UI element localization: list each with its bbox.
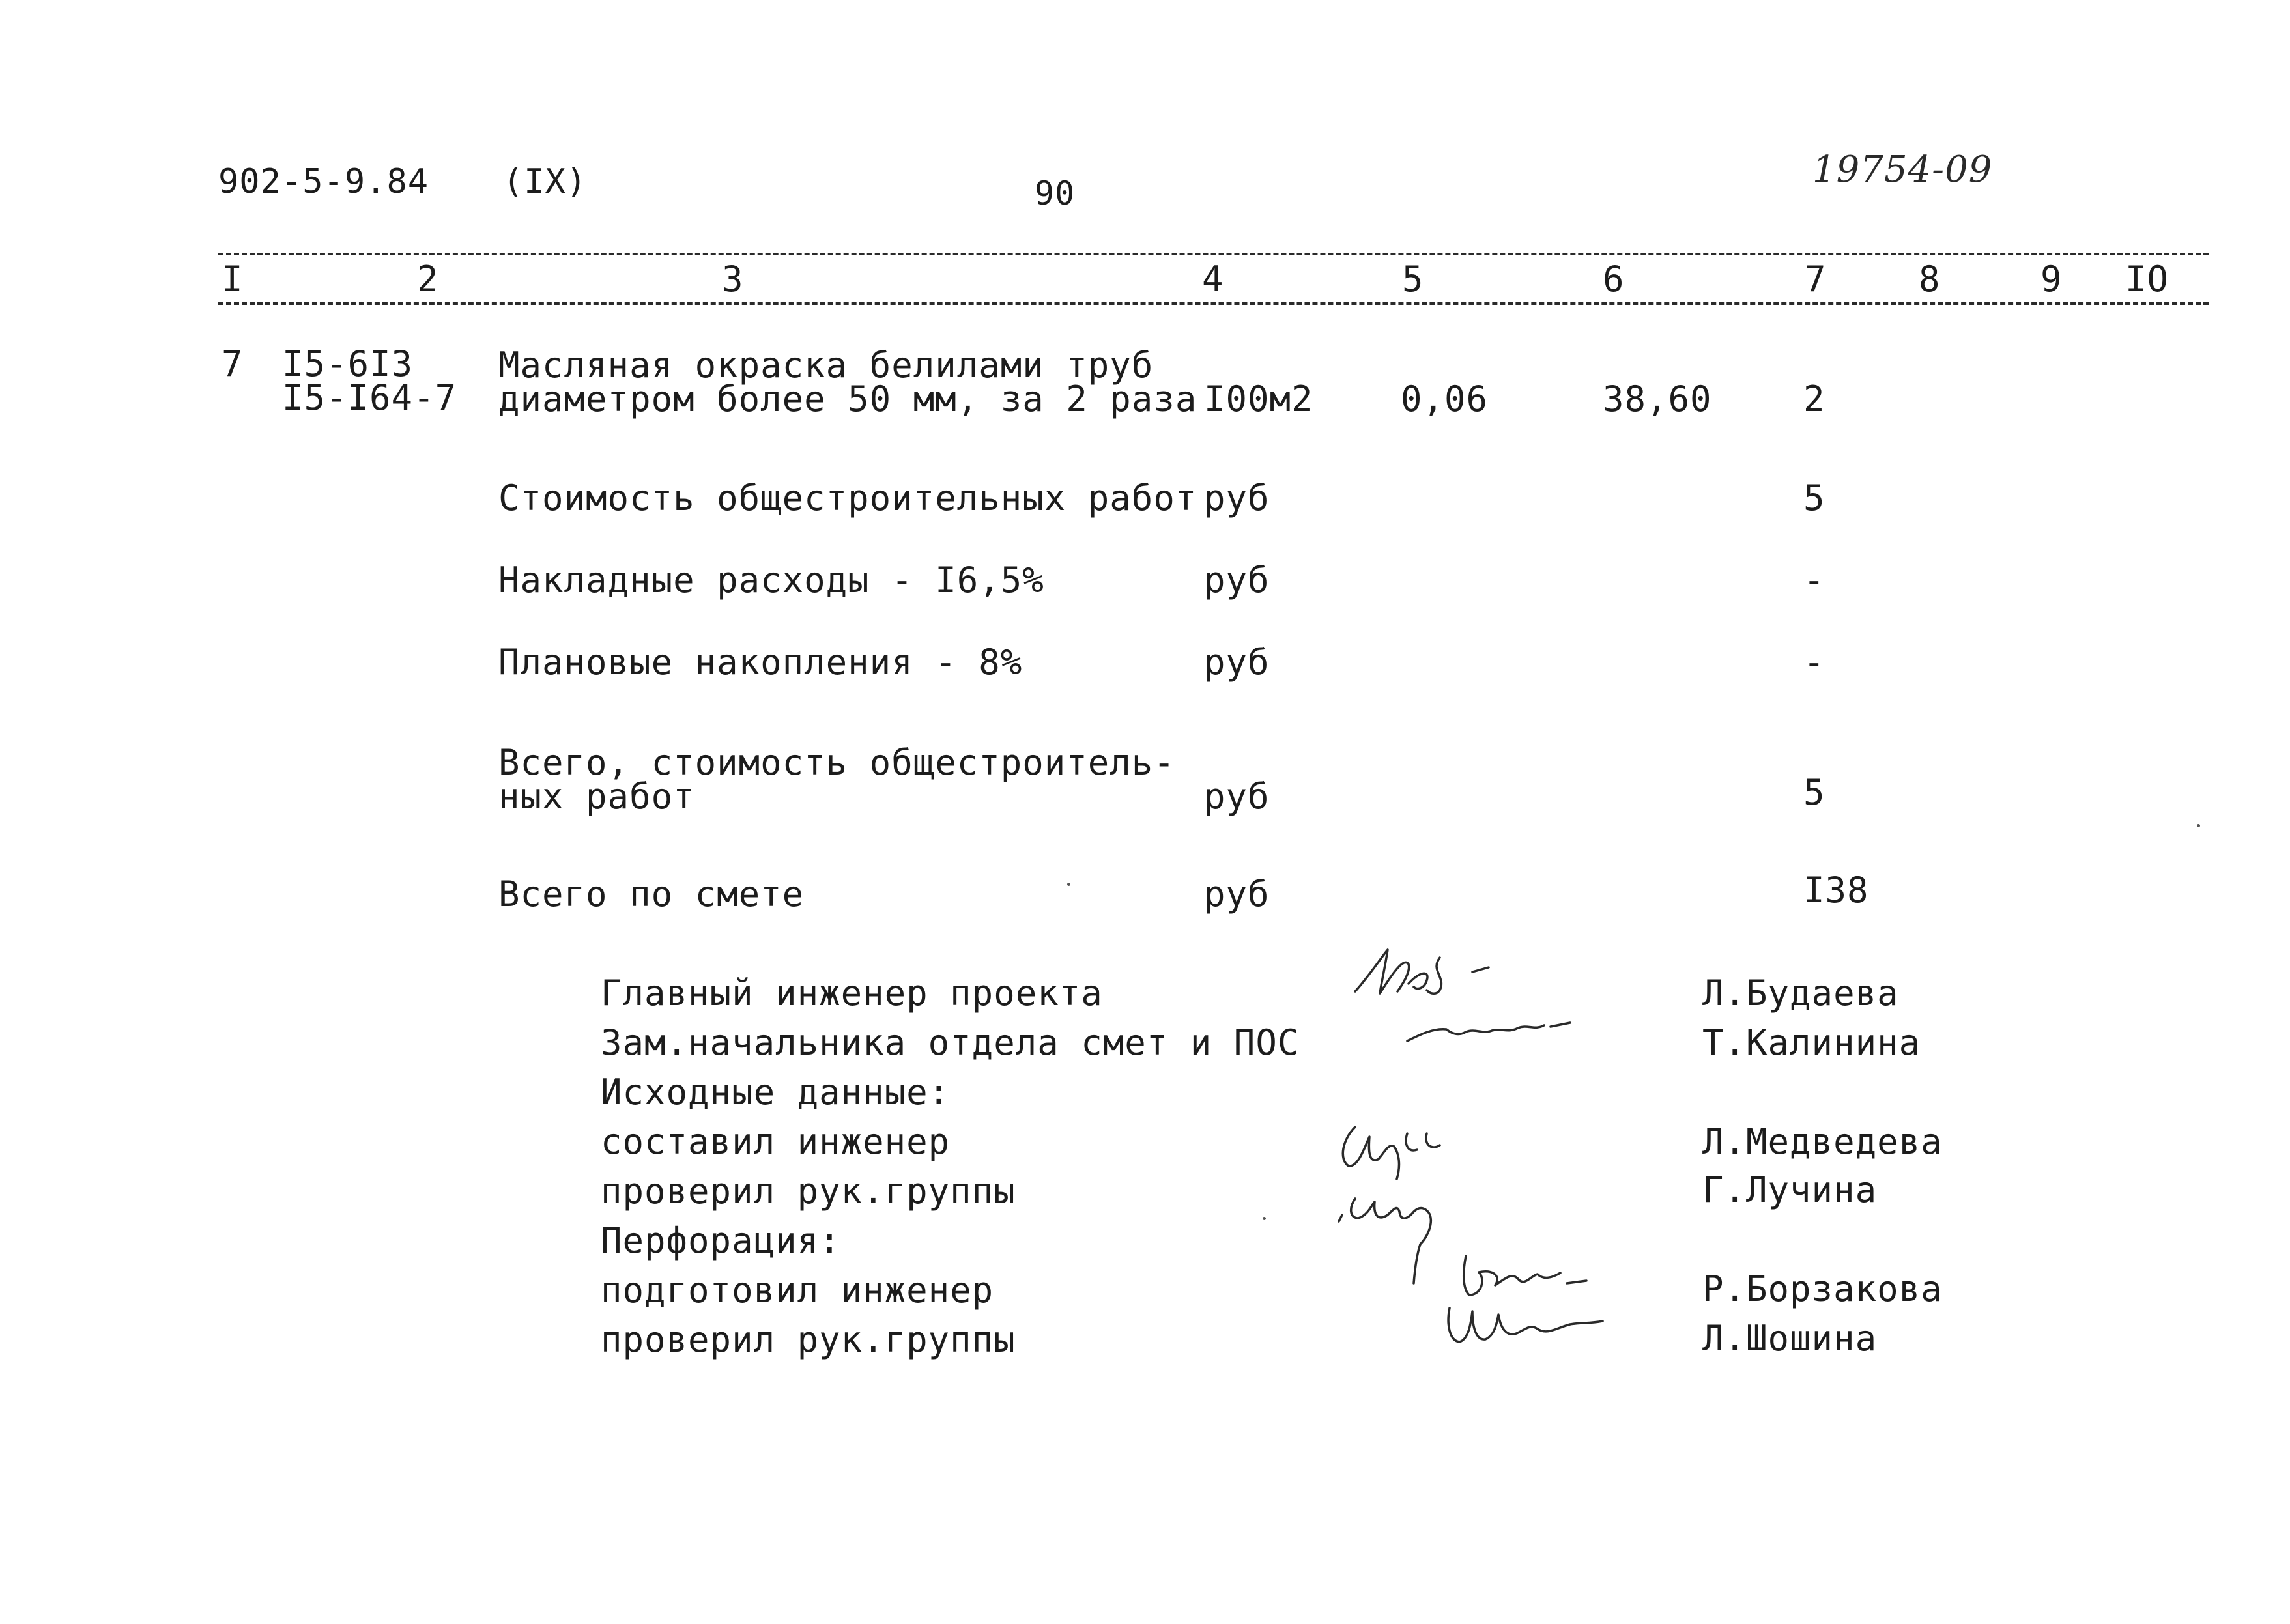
item-code-2: I5-I64-7 xyxy=(282,377,457,418)
column-header-9: 9 xyxy=(2040,259,2063,300)
signoff-name: Р.Борзакова xyxy=(1702,1268,1943,1309)
signoff-name: Г.Лучина xyxy=(1702,1169,1878,1210)
signoff-name: Л.Будаева xyxy=(1702,973,1899,1014)
signature-shoshina xyxy=(1433,1289,1642,1360)
scan-speck xyxy=(1067,883,1070,886)
column-header-4: 4 xyxy=(1202,259,1224,300)
total-unit: руб xyxy=(1204,874,1270,915)
summary-value: 5 xyxy=(1803,477,1825,519)
signoff-name: Л.Медведева xyxy=(1702,1121,1943,1162)
item-description-line-2: диаметром более 50 мм, за 2 раза xyxy=(498,378,1197,420)
total-value: I38 xyxy=(1803,870,1869,911)
item-quantity: 0,06 xyxy=(1401,378,1489,420)
summary-unit: руб xyxy=(1204,642,1270,683)
item-description-line-1: Масляная окраска белилами труб xyxy=(498,345,1154,386)
signoff-role: подготовил инженер xyxy=(601,1270,994,1311)
column-header-2: 2 xyxy=(417,259,439,300)
column-header-7: 7 xyxy=(1805,259,1827,300)
signoff-name: Л.Шошина xyxy=(1702,1318,1878,1359)
scan-speck xyxy=(1263,1217,1266,1220)
signoff-role: Зам.начальника отдела смет и ПОС xyxy=(601,1022,1300,1063)
column-header-1: I xyxy=(222,259,244,300)
item-number: 7 xyxy=(222,343,244,384)
summary-value: - xyxy=(1803,560,1825,601)
summary-value: 5 xyxy=(1803,772,1825,813)
summary-unit: руб xyxy=(1204,477,1270,519)
summary-label: Накладные расходы - I6,5% xyxy=(498,560,1044,601)
signoff-role: составил инженер xyxy=(601,1121,951,1162)
header-rule-top xyxy=(218,253,2209,255)
column-header-3: 3 xyxy=(722,259,744,300)
part-number: (IX) xyxy=(503,162,588,201)
signature-kalinina xyxy=(1401,1008,1596,1054)
signoff-role: Главный инженер проекта xyxy=(601,973,1103,1014)
column-header-8: 8 xyxy=(1919,259,1941,300)
summary-label: Всего, стоимость общестроитель- xyxy=(498,742,1175,783)
stamp-number: 19754-09 xyxy=(1812,149,1993,191)
signoff-name: Т.Калинина xyxy=(1702,1022,1921,1063)
summary-unit: руб xyxy=(1204,776,1270,817)
column-header-10: IO xyxy=(2125,259,2169,300)
signoff-section-heading: Исходные данные: xyxy=(601,1072,951,1113)
scan-speck xyxy=(2197,824,2200,827)
signoff-section-heading: Перфорация: xyxy=(601,1220,841,1261)
doc-code: 902-5-9.84 xyxy=(218,162,429,201)
header-rule-bottom xyxy=(218,302,2209,305)
item-unit-price: 38,60 xyxy=(1603,378,1712,420)
total-label: Всего по смете xyxy=(498,874,805,915)
item-unit: I00м2 xyxy=(1204,378,1313,420)
column-header-5: 5 xyxy=(1402,259,1424,300)
summary-label: Плановые накопления - 8% xyxy=(498,642,1023,683)
page-number: 90 xyxy=(1035,175,1076,212)
column-header-6: 6 xyxy=(1603,259,1625,300)
signoff-role: проверил рук.группы xyxy=(601,1171,1016,1212)
summary-value: - xyxy=(1803,642,1825,683)
item-code-1: I5-6I3 xyxy=(282,343,414,384)
summary-label: Стоимость общестроительных работ xyxy=(498,477,1197,519)
item-cost: 2 xyxy=(1803,378,1825,420)
summary-unit: руб xyxy=(1204,560,1270,601)
summary-label-continued: ных работ xyxy=(498,776,695,817)
signoff-role: проверил рук.группы xyxy=(601,1319,1016,1360)
